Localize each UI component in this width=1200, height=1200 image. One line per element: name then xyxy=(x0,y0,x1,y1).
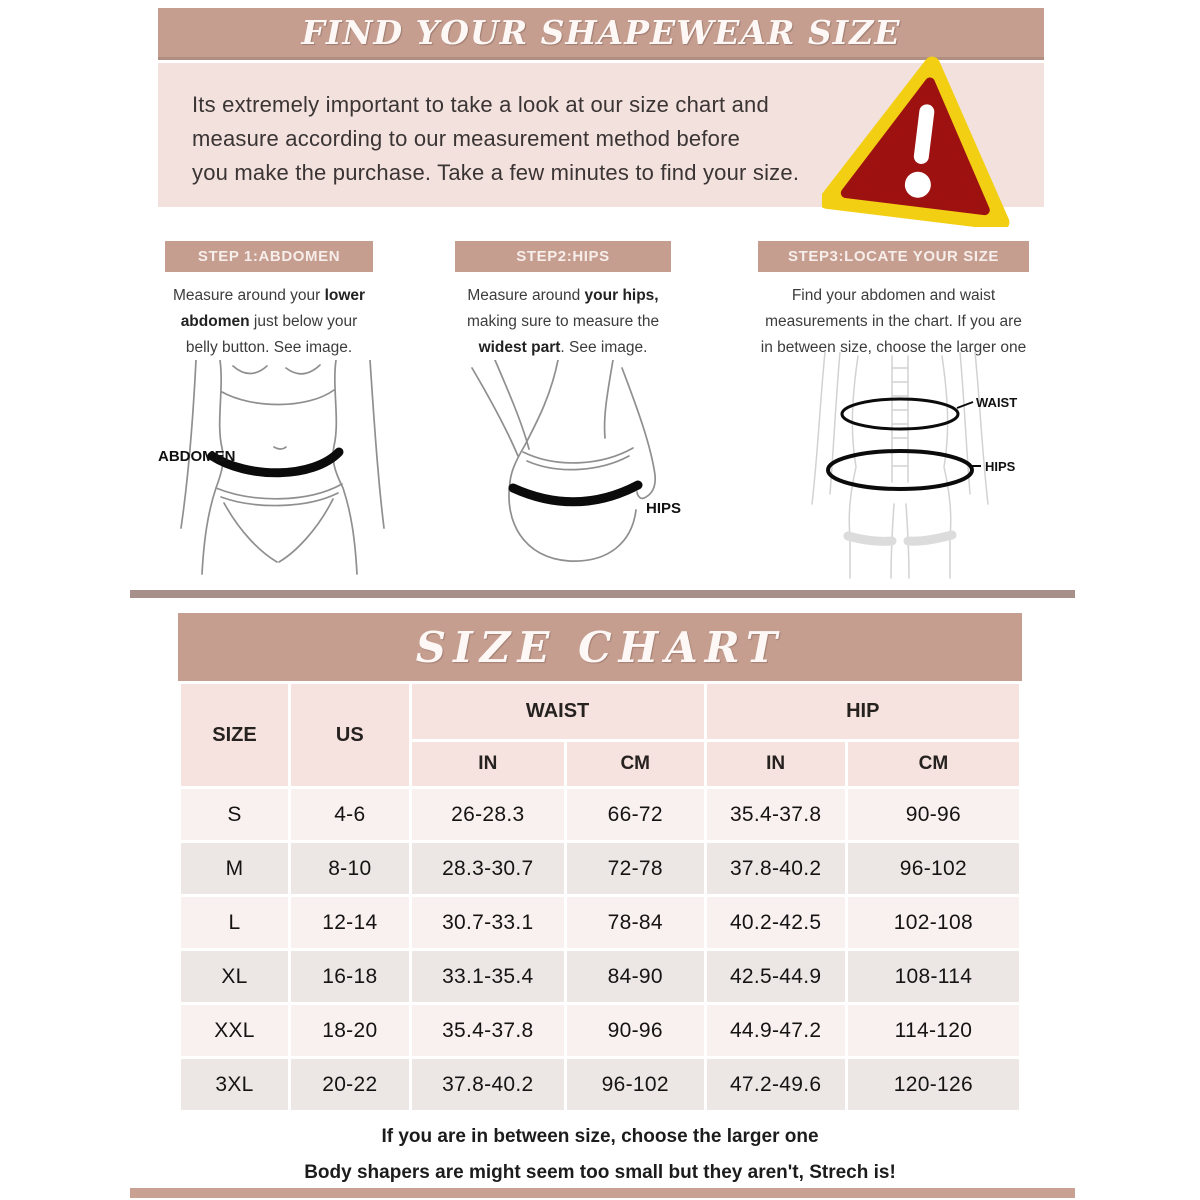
table-row-xxl xyxy=(181,1005,1019,1056)
step-2-header-label: STEP2:HIPS xyxy=(516,248,610,265)
step-2-header xyxy=(455,241,671,272)
us-cell: 4-6 xyxy=(291,789,409,840)
hip-in-cell: 42.5-44.9 xyxy=(707,951,845,1002)
step-1-desc-bold: lower abdomen xyxy=(180,287,366,330)
hip-in-cell: 44.9-47.2 xyxy=(707,1005,845,1056)
section-divider xyxy=(130,590,1075,598)
warning-triangle-icon xyxy=(822,52,1022,227)
step-1-abdomen xyxy=(165,241,373,361)
hip-cm-cell: 102-108 xyxy=(848,897,1019,948)
table-row-s xyxy=(181,789,1019,840)
size-cell: L xyxy=(181,897,288,948)
us-cell: 12-14 xyxy=(291,897,409,948)
hip-cm-cell: 120-126 xyxy=(848,1059,1019,1110)
step-2-desc-text: making sure to measure the xyxy=(466,313,660,330)
col-header-hip-cm: CM xyxy=(848,742,1019,786)
waist-in-cell: 26-28.3 xyxy=(412,789,564,840)
bottom-bar xyxy=(130,1188,1075,1198)
waist-in-cell: 30.7-33.1 xyxy=(412,897,564,948)
step-2-desc-bold: your hips, xyxy=(584,287,659,304)
table-row-m xyxy=(181,843,1019,894)
waist-in-cell: 35.4-37.8 xyxy=(412,1005,564,1056)
waist-in-cell: 33.1-35.4 xyxy=(412,951,564,1002)
intro-line: you make the purchase. Take a few minutes to find your size. xyxy=(192,160,800,185)
intro-line: Its extremely important to take a look at our size chart and xyxy=(192,92,769,117)
size-chart-title: SIZE CHART xyxy=(415,622,785,672)
us-cell: 18-20 xyxy=(291,1005,409,1056)
step-3-locate-size xyxy=(758,241,1029,361)
hip-cm-cell: 96-102 xyxy=(848,843,1019,894)
col-header-hip: HIP xyxy=(707,684,1019,739)
col-header-us: US xyxy=(291,684,409,786)
waist-cm-cell: 72-78 xyxy=(567,843,704,894)
table-row-l xyxy=(181,897,1019,948)
step-2-description xyxy=(455,283,671,361)
size-cell: S xyxy=(181,789,288,840)
col-header-waist-in: IN xyxy=(412,742,564,786)
col-header-hip-in: IN xyxy=(707,742,845,786)
waist-in-cell: 28.3-30.7 xyxy=(412,843,564,894)
footer-note-2: Body shapers are might seem too small but they aren't, Strech is! xyxy=(304,1162,896,1183)
step-3-header-label: STEP3:LOCATE YOUR SIZE xyxy=(787,248,999,265)
footer-note-1: If you are in between size, choose the larger one xyxy=(381,1126,819,1147)
step-3-description xyxy=(758,283,1029,361)
waist-cm-cell: 96-102 xyxy=(567,1059,704,1110)
waist-cm-cell: 90-96 xyxy=(567,1005,704,1056)
size-cell: XL xyxy=(181,951,288,1002)
hips-measure-illustration xyxy=(462,360,692,578)
step-1-desc-text: just below your belly button. See image. xyxy=(185,313,358,356)
step-2-desc-bold: widest part xyxy=(478,339,561,356)
hip-in-cell: 40.2-42.5 xyxy=(707,897,845,948)
size-chart-title-bar xyxy=(178,613,1022,681)
hip-cm-cell: 114-120 xyxy=(848,1005,1019,1056)
size-cell: 3XL xyxy=(181,1059,288,1110)
step-3-desc-text: Find your abdomen and waist measurements in the chart. If you are in between size, choose the larger one xyxy=(760,287,1027,356)
hips-label: HIPS xyxy=(646,500,682,517)
waist-cm-cell: 66-72 xyxy=(567,789,704,840)
step-2-desc-text: . See image. xyxy=(560,339,648,356)
step-1-header-label: STEP 1:ABDOMEN xyxy=(197,248,341,265)
abdomen-measure-illustration xyxy=(158,360,408,578)
step-2-hips xyxy=(455,241,671,361)
hip-in-cell: 47.2-49.6 xyxy=(707,1059,845,1110)
size-cell: M xyxy=(181,843,288,894)
page-title: FIND YOUR SHAPEWEAR SIZE xyxy=(301,13,901,52)
locate-size-illustration xyxy=(780,352,1030,580)
step-1-desc-text: Measure around your xyxy=(172,287,325,304)
hip-cm-cell: 90-96 xyxy=(848,789,1019,840)
hip-in-cell: 35.4-37.8 xyxy=(707,789,845,840)
hip-in-cell: 37.8-40.2 xyxy=(707,843,845,894)
col-header-waist: WAIST xyxy=(412,684,704,739)
step-2-desc-text: Measure around xyxy=(467,287,585,304)
col-header-waist-cm: CM xyxy=(567,742,704,786)
step-1-description xyxy=(165,283,373,361)
col-header-size: SIZE xyxy=(181,684,288,786)
us-cell: 16-18 xyxy=(291,951,409,1002)
us-cell: 20-22 xyxy=(291,1059,409,1110)
size-chart-section xyxy=(178,613,1022,1113)
step-1-header xyxy=(165,241,373,272)
us-cell: 8-10 xyxy=(291,843,409,894)
abdomen-label: ABDOMEN xyxy=(158,448,236,465)
waist-in-cell: 37.8-40.2 xyxy=(412,1059,564,1110)
size-chart-table xyxy=(178,681,1022,1113)
table-row-xl xyxy=(181,951,1019,1002)
table-row-3xl xyxy=(181,1059,1019,1110)
waist-cm-cell: 84-90 xyxy=(567,951,704,1002)
size-cell: XXL xyxy=(181,1005,288,1056)
hips-label: HIPS xyxy=(985,459,1016,474)
intro-line: measure according to our measurement method before xyxy=(192,126,741,151)
hip-cm-cell: 108-114 xyxy=(848,951,1019,1002)
waist-label: WAIST xyxy=(976,395,1018,410)
waist-cm-cell: 78-84 xyxy=(567,897,704,948)
step-3-header xyxy=(758,241,1029,272)
